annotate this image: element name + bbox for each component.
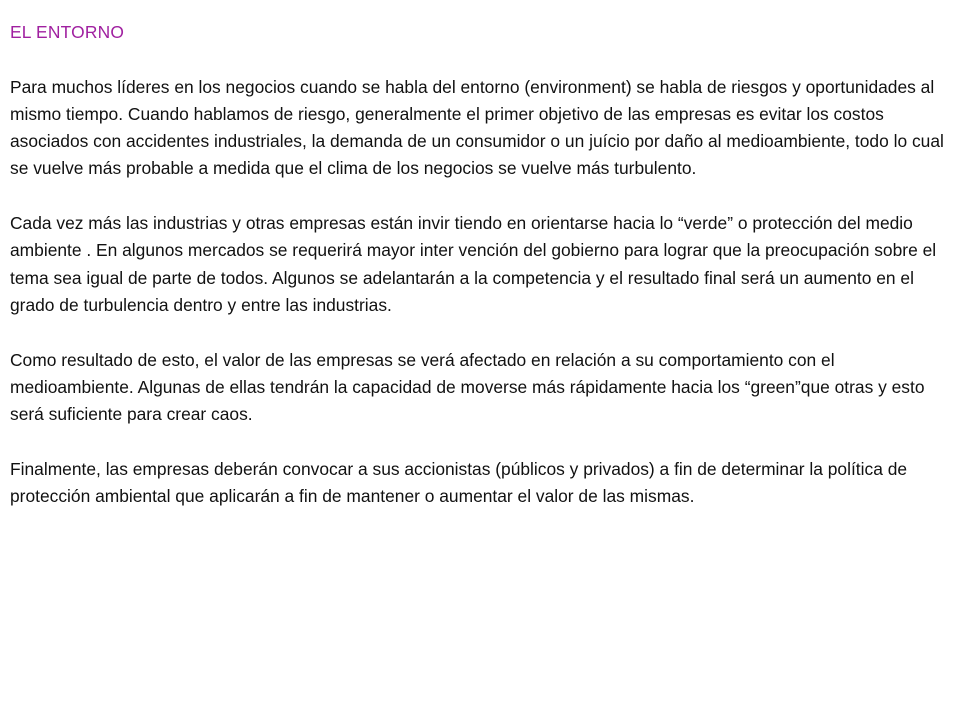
text-body — [10, 19, 945, 538]
paragraph-accionistas: Finalmente, las empresas deberán convocar a sus accionistas (públicos y privados) a fin de determinar la política de protección ambiental que aplicarán a fin de mantener o aumentar el valor de las mismas. — [10, 458, 908, 507]
paragraph-valor-empresas: Como resultado de esto, el valor de las empresas se verá afectado en relación a su comportamiento con el medioambiente. Algunas de ellas tendrán la capacidad de moverse más rápidamente hacia los “green”que otras y esto será suficiente para crear caos. — [10, 349, 925, 425]
document-title: EL ENTORNO — [10, 22, 125, 42]
paragraph-industrias-verde: Cada vez más las industrias y otras empresas están invir tiendo en orientarse hacia lo “verde” o protección del medio ambiente . En algunos mercados se requerirá mayor inter vención del gobierno para lograr que la preocupación sobre el tema sea igual de parte de todos. Algunos se adelantarán a la competencia y el resultado final será un aumento en el grado de turbulencia dentro y entre las industrias. — [10, 213, 937, 315]
paragraph-riesgos: Para muchos líderes en los negocios cuando se habla del entorno (environment) se habla de riesgos y oportunidades al mismo tiempo. Cuando hablamos de riesgo, generalmente el primer objetivo de las empresas es evitar los costos asociados con accidentes industriales, la demanda de un consumidor o un juício por daño al medioambiente, todo lo cual se vuelve más probable a medida que el clima de los negocios se vuelve más turbulento. — [10, 76, 944, 179]
